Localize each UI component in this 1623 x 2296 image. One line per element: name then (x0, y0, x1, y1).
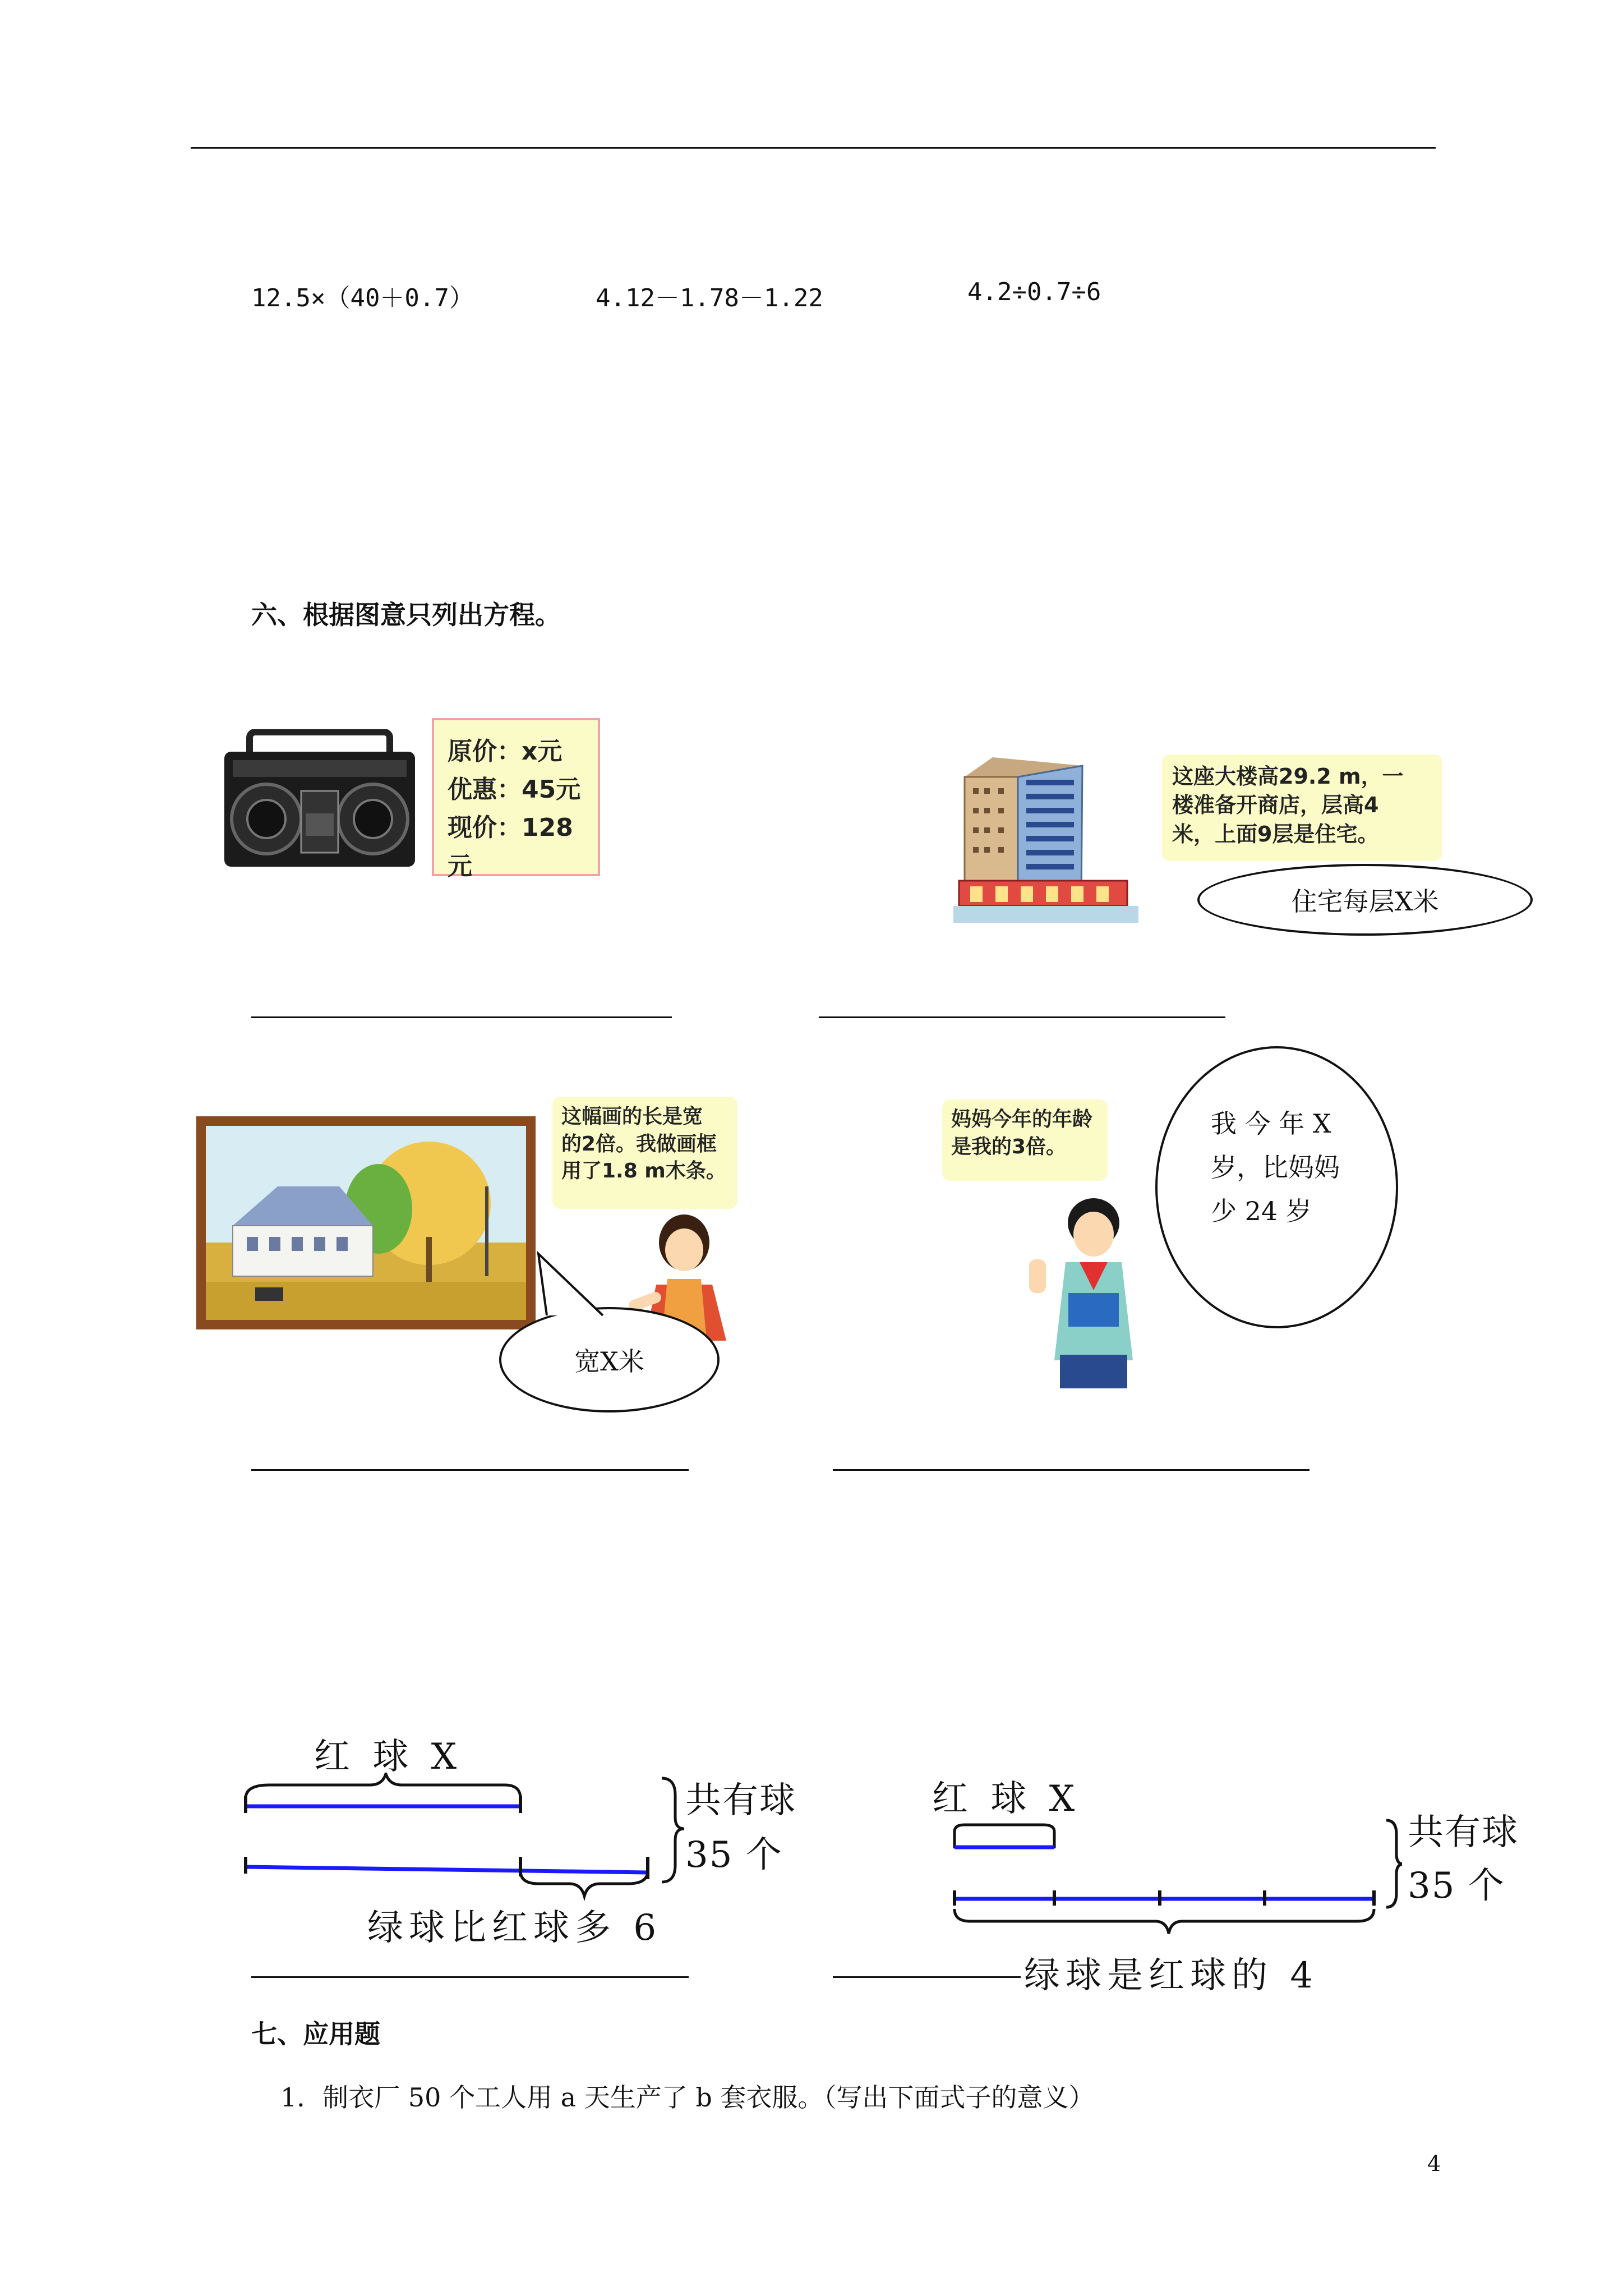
page-number: 4 (1427, 2151, 1441, 2176)
painting-note-line-2: 的2倍。我做画框 (561, 1132, 717, 1156)
expression-1: 12.5×（40＋0.7） (251, 284, 474, 312)
age-bubble (1155, 1046, 1398, 1328)
diagram1-total-label-2: 35 个 (685, 1834, 783, 1876)
radio-price-note (432, 718, 600, 881)
building-height-note (1162, 754, 1442, 861)
radio-image (222, 729, 418, 869)
mother-note-line-2: 是我的3倍。 (951, 1135, 1067, 1158)
building-bubble-text: 住宅每层X米 (1291, 886, 1439, 917)
age-bubble-line-3: 少 24 岁 (1211, 1196, 1312, 1227)
age-bubble-line-2: 岁，比妈妈 (1211, 1152, 1340, 1183)
building-note-line-2: 楼准备开商店，层高4 (1172, 793, 1379, 818)
answer-line-radio (251, 1016, 672, 1018)
width-bubble (499, 1307, 720, 1412)
diagram1-lines (236, 1773, 701, 1918)
diagram2-lines (942, 1815, 1402, 1955)
original-price-label: 原价：x元 (448, 737, 562, 766)
painting-note-line-3: 用了1.8 m木条。 (561, 1159, 726, 1183)
painting-image (193, 1114, 538, 1332)
section-7-title: 七、应用题 (251, 2019, 380, 2049)
building-note-line-3: 米，上面9层是住宅。 (1172, 821, 1379, 846)
diagram2-red-label: 红 球 X (932, 1778, 1081, 1820)
painting-frame-note (552, 1097, 737, 1209)
age-bubble-line-1: 我 今 年 X (1211, 1108, 1331, 1139)
answer-line-building (819, 1016, 1225, 1018)
section-6-title: 六、根据图意只列出方程。 (251, 600, 561, 630)
building-image (953, 754, 1144, 928)
building-floor-bubble (1197, 864, 1533, 936)
diagram2-ratio-label: 绿球是红球的 4 (1021, 1947, 1322, 1998)
expression-3: 4.2÷0.7÷6 (967, 278, 1101, 306)
mother-note-line-1: 妈妈今年的年龄 (951, 1108, 1093, 1131)
mother-age-note (942, 1099, 1108, 1181)
width-bubble-text: 宽X米 (574, 1346, 644, 1377)
diagram2-total-label-1: 共有球 (1408, 1812, 1519, 1853)
answer-line-painting (251, 1469, 689, 1471)
diagram1-diff-label: 绿球比红球多 6 (367, 1907, 662, 1949)
diagram1-red-label: 红 球 X (314, 1736, 463, 1778)
answer-line-diagram1 (251, 1976, 689, 1978)
header-rule (191, 147, 1436, 149)
boy-image (1026, 1192, 1161, 1394)
current-price-label: 现价：128元 (448, 813, 573, 881)
width-bubble-tail (536, 1251, 614, 1318)
building-note-line-1: 这座大楼高29.2 m，一 (1172, 764, 1404, 789)
expression-2: 4.12－1.78－1.22 (596, 284, 823, 312)
question-1: 1．制衣厂 50 个工人用 a 天生产了 b 套衣服。（写出下面式子的意义） (280, 2082, 1095, 2113)
answer-line-age (833, 1469, 1310, 1471)
diagram1-total-label-1: 共有球 (685, 1780, 796, 1821)
discount-label: 优惠：45元 (448, 775, 581, 804)
painting-note-line-1: 这幅画的长是宽 (561, 1105, 703, 1128)
diagram2-total-label-2: 35 个 (1408, 1865, 1505, 1907)
